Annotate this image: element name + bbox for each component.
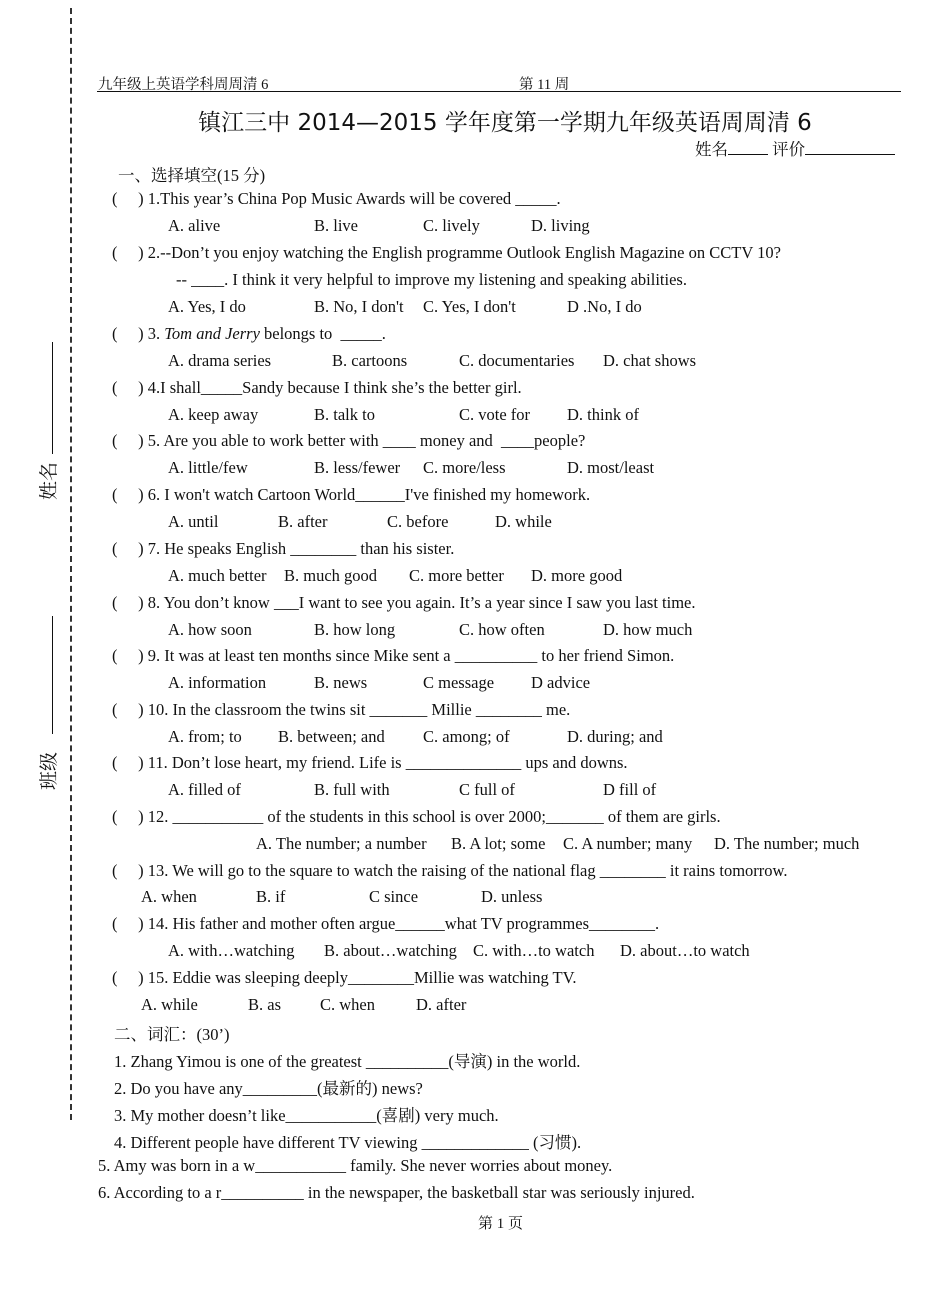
q4-option-c: C. vote for [459,405,531,424]
name-grade-line [695,136,895,160]
side-name-blank [52,342,53,454]
question-15: ( ) 15. Eddie was sleeping deeply________Millie was watching TV. [112,968,577,987]
q7-option-c: C. more better [409,566,504,585]
q6-option-a: A. until [168,512,219,531]
vocab-item-4: 4. Different people have different TV viewing _____________ (习惯). [114,1133,582,1152]
vocab-item-1: 1. Zhang Yimou is one of the greatest __________(导演) in the world. [114,1052,581,1071]
q11-option-b: B. full with [314,780,390,799]
q14-option-c: C. with…to watch [473,941,595,960]
q15-option-d: D. after [416,995,467,1014]
question-5: ( ) 5. Are you able to work better with ____ money and ____people? [112,431,586,450]
q11-option-a: A. filled of [168,780,241,799]
q3-option-b: B. cartoons [332,351,408,370]
section1-heading: 一、选择填空(15 分) [118,166,266,185]
q6-option-b: B. after [278,512,328,531]
side-class-blank [52,616,53,734]
q6-option-d: D. while [495,512,552,531]
binding-dashed-line [70,8,72,1120]
q14-option-a: A. with…watching [168,941,295,960]
name-label: 姓名 [695,140,728,159]
question-11: ( ) 11. Don’t lose heart, my friend. Life is ______________ ups and downs. [112,753,628,772]
q4-option-b: B. talk to [314,405,375,424]
q14-option-d: D. about…to watch [620,941,750,960]
q8-option-d: D. how much [603,620,693,639]
q2-option-a: A. Yes, I do [168,297,246,316]
q3-title-italic: Tom and Jerry [164,324,260,343]
vocab-item-2: 2. Do you have any_________(最新的) news? [114,1079,423,1098]
q8-option-b: B. how long [314,620,396,639]
q4-option-a: A. keep away [168,405,259,424]
header-week: 第 11 周 [519,77,570,93]
q15-option-c: C. when [320,995,375,1014]
q13-option-d: D. unless [481,887,543,906]
question-10: ( ) 10. In the classroom the twins sit _______ Millie ________ me. [112,700,571,719]
q4-option-d: D. think of [567,405,639,424]
question-1: ( ) 1.This year’s China Pop Music Awards will be covered _____. [112,189,561,208]
q9-option-a: A. information [168,673,267,692]
q2-option-d: D .No, I do [567,297,642,316]
grade-label: 评价 [772,140,806,159]
q9-option-b: B. news [314,673,368,692]
vocab-item-6: 6. According to a r__________ in the newspaper, the basketball star was seriously injured. [98,1183,695,1202]
q8-option-c: C. how often [459,620,545,639]
q3-option-d: D. chat shows [603,351,697,370]
q11-option-c: C full of [459,780,515,799]
q10-option-c: C. among; of [423,727,510,746]
q10-option-b: B. between; and [278,727,385,746]
vocab-item-3: 3. My mother doesn’t like___________(喜剧) very much. [114,1106,499,1125]
q15-option-b: B. as [248,995,281,1014]
section2-heading: 二、词汇：(30’) [114,1025,230,1044]
q8-option-a: A. how soon [168,620,252,639]
name-blank [728,140,768,155]
vocab-item-5: 5. Amy was born in a w___________ family. She never worries about money. [98,1156,613,1175]
page-title: 镇江三中 2014—2015 学年度第一学期九年级英语周周清 6 [198,110,812,136]
question-12: ( ) 12. ___________ of the students in this school is over 2000;_______ of them are girls. [112,807,721,826]
q6-option-c: C. before [387,512,449,531]
grade-blank [805,140,895,155]
q11-option-d: D fill of [603,780,657,799]
q5-option-b: B. less/fewer [314,458,401,477]
q5-option-c: C. more/less [423,458,506,477]
q12-option-a: A. The number; a number [256,834,427,853]
question-6: ( ) 6. I won't watch Cartoon World______I've finished my homework. [112,485,591,504]
question-14: ( ) 14. His father and mother often argue______what TV programmes________. [112,914,660,933]
q12-option-c: C. A number; many [563,834,693,853]
q9-option-c: C message [423,673,495,692]
header-rule [97,91,901,92]
q1-option-d: D. living [531,216,590,235]
q10-option-a: A. from; to [168,727,242,746]
q13-option-b: B. if [256,887,286,906]
q7-option-d: D. more good [531,566,623,585]
q13-option-a: A. when [141,887,197,906]
q1-option-c: C. lively [423,216,480,235]
q12-option-b: B. A lot; some [451,834,546,853]
q14-option-b: B. about…watching [324,941,457,960]
question-3: ( ) 3. Tom and Jerry belongs to _____. [112,324,386,343]
side-name-label: 姓名 [38,461,60,500]
header-subject: 九年级上英语学科周周清 6 [98,77,269,93]
q1-option-a: A. alive [168,216,221,235]
q1-option-b: B. live [314,216,358,235]
question-2-response: -- ____. I think it very helpful to improve my listening and speaking abilities. [176,270,687,289]
q3-option-a: A. drama series [168,351,272,370]
question-8: ( ) 8. You don’t know ___I want to see you again. It’s a year since I saw you last time. [112,593,696,612]
question-13: ( ) 13. We will go to the square to watch the raising of the national flag ________ it rains tomorrow. [112,861,788,880]
q7-option-b: B. much good [284,566,378,585]
question-4: ( ) 4.I shall_____Sandy because I think she’s the better girl. [112,378,522,397]
q12-option-d: D. The number; much [714,834,860,853]
q10-option-d: D. during; and [567,727,663,746]
q13-option-c: C since [369,887,419,906]
q2-option-b: B. No, I don't [314,297,404,316]
question-7: ( ) 7. He speaks English ________ than his sister. [112,539,455,558]
q3-option-c: C. documentaries [459,351,575,370]
question-2: ( ) 2.--Don’t you enjoy watching the English programme Outlook English Magazine on CCTV 10? [112,243,781,262]
q5-option-d: D. most/least [567,458,655,477]
page-number: 第 1 页 [478,1216,524,1232]
q5-option-a: A. little/few [168,458,248,477]
q2-option-c: C. Yes, I don't [423,297,516,316]
q7-option-a: A. much better [168,566,267,585]
question-9: ( ) 9. It was at least ten months since Mike sent a __________ to her friend Simon. [112,646,675,665]
side-class-label: 班级 [38,751,60,790]
q15-option-a: A. while [141,995,198,1014]
q9-option-d: D advice [531,673,591,692]
